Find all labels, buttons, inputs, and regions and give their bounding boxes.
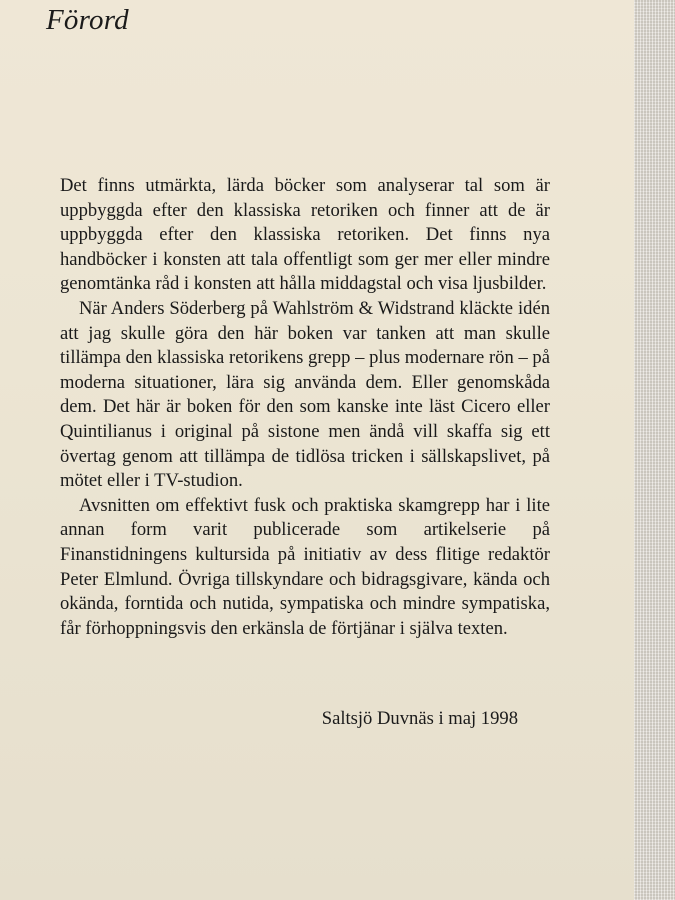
- signature-line: Saltsjö Duvnäs i maj 1998: [321, 708, 518, 729]
- page-stack-edge: [634, 0, 675, 900]
- paragraph: Det finns utmärkta, lärda böcker som analyserar tal som är uppbyggda efter den klassiska retoriken och finner att de är uppbyggda efter den klassiska retoriken. Det finns nya handböcker i konsten att tala offentligt som ger mer eller mindre genomtänka råd i konsten att hålla middagstal och visa ljusbilder.: [60, 175, 550, 295]
- preface-body: [60, 174, 550, 641]
- paragraph: När Anders Söderberg på Wahlström & Widstrand kläckte idén att jag skulle göra den här boken var tanken att man skulle tillämpa den klassiska retorikens grepp – plus modernare rön – på moderna situationer, lära sig använda dem. Eller genomskåda dem. Det här är boken för den som kanske inte läst Cicero eller Quintilianus i original på sistone men ändå vill skaffa sig ett övertag genom att tillämpa de tidlösa tricken i sällskapslivet, på mötet eller i TV-studion.: [60, 297, 550, 492]
- paragraph: Avsnitten om effektivt fusk och praktiska skamgrepp har i lite annan form varit publicerade som artikelserie på Finanstidningens kultursida på initiativ av dess flitige redaktör Peter Elmlund. Övriga tillskyndare och bidragsgivare, kända och okända, forntida och nutida, sympatiska och mindre sympatiska, får förhoppningsvis den erkänsla de förtjänar i själva texten.: [60, 494, 550, 639]
- chapter-title: Förord: [46, 4, 129, 36]
